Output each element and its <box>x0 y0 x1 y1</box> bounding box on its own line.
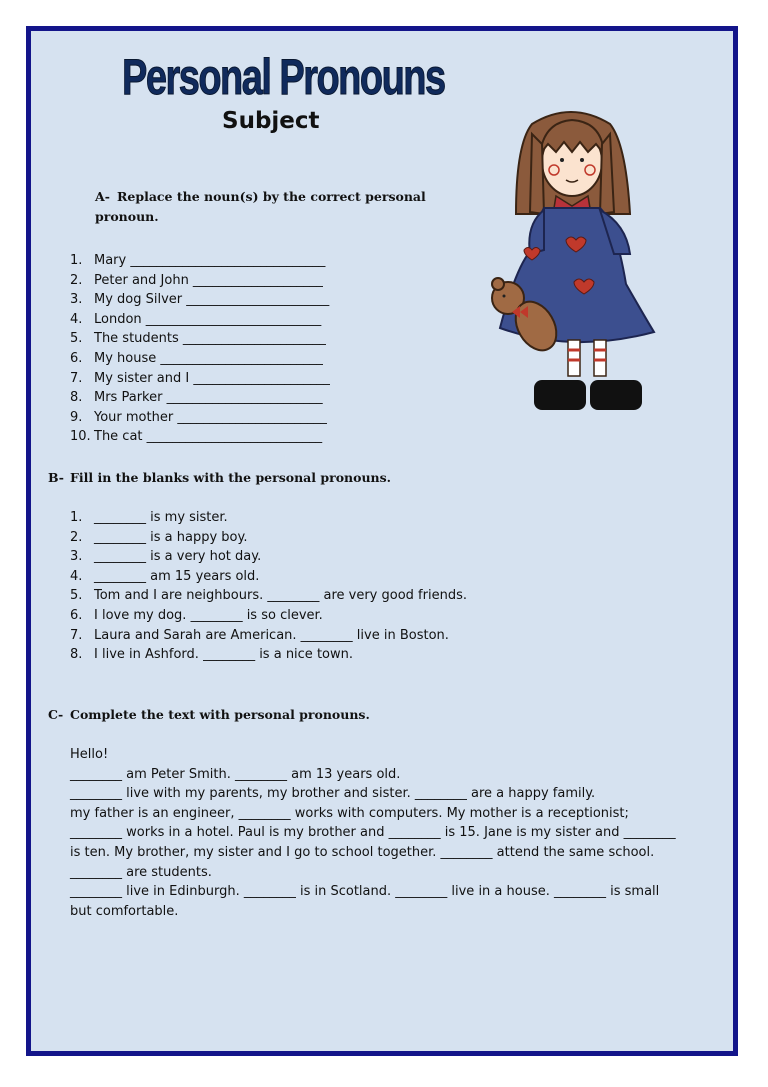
list-item: 6. My house _________________________ <box>70 350 323 366</box>
list-item: 7. My sister and I _____________________ <box>70 370 330 386</box>
section-c-text <box>70 745 680 921</box>
hair-left <box>530 134 544 214</box>
right-shoe <box>590 380 642 410</box>
section-a-letter: A- <box>95 189 110 204</box>
list-item: 4. London ___________________________ <box>70 311 322 327</box>
section-b-list <box>70 508 467 665</box>
list-item: 9. Your mother _______________________ <box>70 409 327 425</box>
right-eye <box>580 158 584 162</box>
section-a-list <box>70 251 330 447</box>
section-b-heading <box>48 468 391 488</box>
list-item: 1. Mary ______________________________ <box>70 253 326 268</box>
list-item: 5. Tom and I are neighbours. ________ are very good friends. <box>70 588 467 604</box>
paragraph-block: my father is an engineer, ________ works with computers. My mother is a receptionist; ________ works in a hotel. Paul is my brother and ________ is 15. Jane is my sister and ________ is ten. My brother, my sister and I go to school together. ________ attend the same school. ________ are students. <box>70 805 676 880</box>
list-item: 10. The cat ___________________________ <box>70 429 323 445</box>
list-item: 3. ________ is a very hot day. <box>70 549 262 565</box>
section-b-letter: B- <box>48 470 64 485</box>
worksheet-subtitle: Subject <box>222 108 320 134</box>
teddy-ear <box>492 278 504 290</box>
list-item: 2. ________ is a happy boy. <box>70 529 248 545</box>
list-item: 4. ________ am 15 years old. <box>70 568 260 584</box>
list-item: 6. I love my dog. ________ is so clever. <box>70 607 323 623</box>
paragraph-line: ________ am Peter Smith. ________ am 13 years old. <box>70 766 401 782</box>
paragraph-line: ________ live with my parents, my brother and sister. ________ are a happy family. <box>70 786 596 802</box>
section-a-heading-line-2: pronoun. <box>95 209 159 224</box>
section-c-letter: C- <box>48 707 64 722</box>
left-shoe <box>534 380 586 410</box>
section-c-heading <box>48 705 370 725</box>
girl-with-teddy-illustration <box>486 104 656 414</box>
list-item: 3. My dog Silver ______________________ <box>70 292 330 308</box>
paragraph-block: ________ live in Edinburgh. ________ is in Scotland. ________ live in a house. ________ is small but comfortable. <box>70 884 660 919</box>
list-item: 1. ________ is my sister. <box>70 510 228 525</box>
left-leg <box>568 340 580 376</box>
list-item: 5. The students ______________________ <box>70 331 326 347</box>
greeting: Hello! <box>70 747 109 762</box>
section-a-heading-line-1: Replace the noun(s) by the correct personal <box>117 189 426 204</box>
section-c-heading-text: Complete the text with personal pronouns. <box>70 707 370 722</box>
section-a-heading <box>95 187 426 227</box>
right-leg <box>594 340 606 376</box>
list-item: 2. Peter and John ____________________ <box>70 272 323 288</box>
section-b-heading-text: Fill in the blanks with the personal pronouns. <box>70 470 392 485</box>
list-item: 8. Mrs Parker ________________________ <box>70 390 323 406</box>
left-eye <box>560 158 564 162</box>
worksheet-title: Personal Pronouns <box>122 49 445 105</box>
list-item: 8. I live in Ashford. ________ is a nice town. <box>70 647 353 663</box>
list-item: 7. Laura and Sarah are American. ________ live in Boston. <box>70 627 449 643</box>
